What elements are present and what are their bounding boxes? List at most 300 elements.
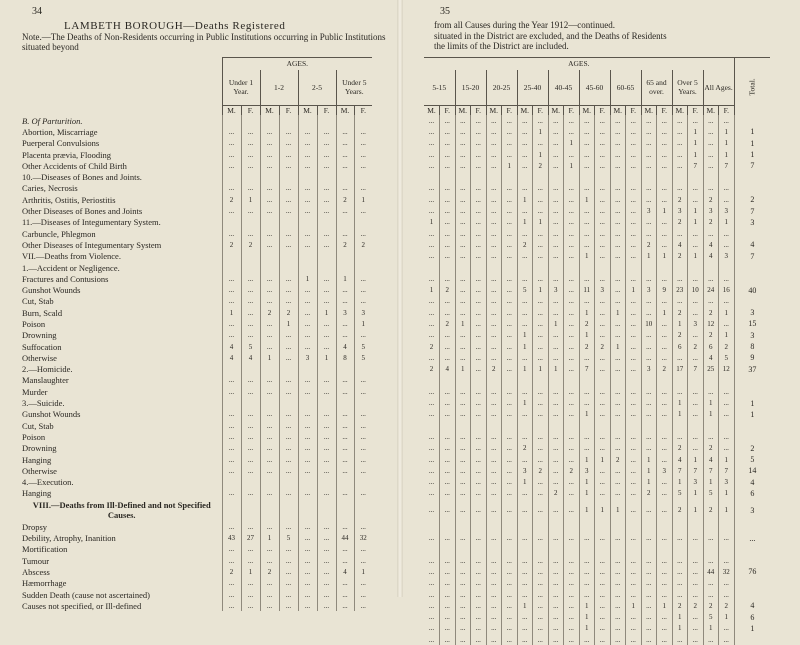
- table-cell: 7: [719, 465, 735, 476]
- table-cell: [471, 544, 487, 555]
- table-cell: ...: [657, 611, 673, 622]
- table-cell: [533, 171, 549, 182]
- row-label: Poison: [22, 431, 46, 442]
- table-cell: ...: [610, 465, 626, 476]
- table-cell: ...: [486, 488, 502, 499]
- age-column-header: 65 and over.: [641, 70, 672, 106]
- table-cell: 2: [579, 341, 595, 352]
- table-cell: [502, 171, 518, 182]
- table-cell: ...: [703, 149, 719, 160]
- table-cell: ...: [260, 600, 279, 611]
- table-cell: ...: [657, 566, 673, 577]
- total-cell: 76: [734, 566, 770, 577]
- table-cell: ...: [260, 375, 279, 386]
- table-cell: ...: [455, 330, 471, 341]
- table-cell: ...: [336, 454, 354, 465]
- table-cell: ...: [222, 589, 241, 600]
- total-cell: 7: [734, 205, 770, 216]
- table-cell: [279, 251, 298, 262]
- table-row: [424, 544, 770, 555]
- table-cell: ...: [428, 489, 435, 498]
- table-cell: ...: [595, 623, 611, 634]
- table-cell: ...: [471, 228, 487, 239]
- table-cell: ...: [471, 160, 487, 171]
- table-cell: ...: [428, 534, 435, 543]
- table-cell: ...: [533, 386, 549, 397]
- table-cell: ...: [428, 455, 435, 464]
- table-cell: ...: [440, 386, 456, 397]
- table-cell: ...: [455, 409, 471, 420]
- table-cell: ...: [428, 399, 435, 408]
- table-cell: ...: [260, 544, 279, 555]
- table-cell: ...: [440, 149, 456, 160]
- table-cell: [471, 420, 487, 431]
- table-cell: [354, 364, 372, 375]
- table-cell: ...: [455, 532, 471, 543]
- table-cell: ...: [626, 352, 642, 363]
- table-cell: ...: [317, 149, 336, 160]
- table-cell: ...: [471, 499, 487, 521]
- table-cell: ...: [440, 183, 456, 194]
- table-cell: ...: [317, 555, 336, 566]
- table-cell: 2: [672, 194, 688, 205]
- table-cell: ...: [641, 183, 657, 194]
- table-cell: ...: [610, 138, 626, 149]
- table-cell: ...: [260, 296, 279, 307]
- table-cell: ...: [626, 126, 642, 137]
- table-cell: ...: [533, 273, 549, 284]
- table-cell: ...: [455, 307, 471, 318]
- table-cell: ...: [298, 205, 317, 216]
- table-cell: [336, 171, 354, 182]
- table-row: [20, 330, 372, 341]
- table-cell: ...: [626, 397, 642, 408]
- table-cell: [455, 521, 471, 532]
- table-cell: ...: [455, 499, 471, 521]
- age-column-header: Under 5 Years.: [336, 70, 372, 106]
- table-cell: 25: [703, 364, 719, 375]
- table-row: [424, 205, 770, 216]
- table-row: [424, 454, 770, 465]
- table-cell: ...: [455, 623, 471, 634]
- total-cell: 9: [734, 352, 770, 363]
- table-cell: [222, 397, 241, 408]
- table-row: [20, 431, 372, 442]
- table-cell: 2: [703, 330, 719, 341]
- table-cell: ...: [471, 532, 487, 543]
- table-cell: [424, 171, 440, 182]
- row-label: Abscess: [22, 566, 50, 577]
- table-cell: ...: [502, 488, 518, 499]
- table-cell: ...: [657, 634, 673, 645]
- table-cell: ...: [657, 555, 673, 566]
- total-cell: 3: [734, 330, 770, 341]
- table-cell: ...: [502, 330, 518, 341]
- table-cell: [688, 544, 704, 555]
- table-cell: ...: [564, 589, 580, 600]
- table-cell: [440, 521, 456, 532]
- table-cell: ...: [564, 532, 580, 543]
- table-cell: 2: [241, 239, 260, 250]
- table-cell: 1: [719, 149, 735, 160]
- table-cell: ...: [595, 477, 611, 488]
- table-cell: ...: [336, 544, 354, 555]
- table-cell: ...: [260, 386, 279, 397]
- table-cell: 1: [657, 251, 673, 262]
- table-cell: ...: [298, 555, 317, 566]
- row-label: Other Diseases of Bones and Joints: [22, 206, 143, 217]
- table-cell: 1: [533, 126, 549, 137]
- table-cell: ...: [471, 273, 487, 284]
- table-cell: ...: [517, 318, 533, 329]
- table-cell: ...: [260, 521, 279, 532]
- table-cell: ...: [502, 341, 518, 352]
- table-row: [424, 611, 770, 622]
- table-cell: 1: [533, 217, 549, 228]
- table-cell: ...: [657, 397, 673, 408]
- table-cell: ...: [564, 307, 580, 318]
- total-cell: [734, 634, 770, 645]
- table-cell: ...: [336, 330, 354, 341]
- table-cell: [241, 477, 260, 488]
- table-cell: ...: [641, 634, 657, 645]
- table-cell: 1: [672, 397, 688, 408]
- sex-column-header: F.: [440, 106, 456, 116]
- table-cell: ...: [517, 205, 533, 216]
- table-row: [424, 566, 770, 577]
- table-cell: [595, 171, 611, 182]
- table-cell: ...: [610, 623, 626, 634]
- table-cell: ...: [317, 239, 336, 250]
- table-cell: ...: [455, 352, 471, 363]
- table-cell: ...: [241, 488, 260, 499]
- table-cell: ...: [317, 341, 336, 352]
- table-cell: ...: [595, 443, 611, 454]
- table-cell: ...: [354, 273, 372, 284]
- table-cell: 44: [336, 532, 354, 543]
- table-cell: [260, 115, 279, 126]
- table-cell: ...: [279, 228, 298, 239]
- table-cell: ...: [688, 623, 704, 634]
- table-row: [20, 499, 372, 521]
- total-cell: [734, 183, 770, 194]
- table-cell: ...: [610, 364, 626, 375]
- table-cell: ...: [610, 600, 626, 611]
- table-cell: [688, 375, 704, 386]
- table-cell: ...: [610, 183, 626, 194]
- table-cell: ...: [428, 229, 435, 238]
- table-cell: [703, 521, 719, 532]
- table-cell: ...: [471, 477, 487, 488]
- table-cell: ...: [428, 207, 435, 216]
- table-cell: ...: [719, 634, 735, 645]
- table-cell: ...: [486, 194, 502, 205]
- table-cell: ...: [440, 611, 456, 622]
- table-cell: ...: [336, 555, 354, 566]
- table-row: [424, 409, 770, 420]
- table-cell: ...: [657, 532, 673, 543]
- table-cell: ...: [471, 364, 487, 375]
- row-label: 3.—Suicide.: [22, 398, 65, 409]
- total-cell: 1: [734, 126, 770, 137]
- table-cell: ...: [336, 386, 354, 397]
- table-cell: ...: [279, 273, 298, 284]
- table-cell: ...: [455, 183, 471, 194]
- table-cell: ...: [440, 488, 456, 499]
- table-cell: ...: [298, 126, 317, 137]
- table-cell: ...: [626, 589, 642, 600]
- table-row: [20, 555, 372, 566]
- table-cell: ...: [610, 477, 626, 488]
- table-cell: 5: [703, 488, 719, 499]
- table-row: [20, 341, 372, 352]
- row-label: VII.—Deaths from Violence.: [22, 251, 121, 262]
- table-row: [424, 488, 770, 499]
- table-cell: 1: [298, 273, 317, 284]
- table-cell: ...: [579, 397, 595, 408]
- table-cell: [595, 262, 611, 273]
- total-cell: 1: [734, 138, 770, 149]
- table-cell: ...: [564, 566, 580, 577]
- table-cell: ...: [703, 386, 719, 397]
- table-cell: ...: [471, 555, 487, 566]
- table-cell: ...: [610, 160, 626, 171]
- table-cell: 3: [641, 284, 657, 295]
- table-cell: ...: [486, 228, 502, 239]
- row-label: Manslaughter: [22, 375, 69, 386]
- row-label: Drowning: [22, 443, 57, 454]
- table-cell: 1: [719, 499, 735, 521]
- table-cell: ...: [517, 454, 533, 465]
- table-cell: ...: [222, 521, 241, 532]
- table-cell: ...: [486, 183, 502, 194]
- table-cell: [354, 251, 372, 262]
- table-cell: [517, 375, 533, 386]
- table-cell: [610, 544, 626, 555]
- table-cell: ...: [533, 600, 549, 611]
- row-label: 11.—Diseases of Integumentary System.: [22, 217, 161, 228]
- table-cell: ...: [517, 386, 533, 397]
- table-cell: ...: [657, 194, 673, 205]
- table-cell: ...: [703, 115, 719, 126]
- table-cell: ...: [548, 183, 564, 194]
- table-cell: ...: [579, 352, 595, 363]
- table-cell: [241, 499, 260, 521]
- table-cell: ...: [298, 183, 317, 194]
- table-row: [424, 183, 770, 194]
- table-cell: ...: [502, 228, 518, 239]
- right-page: [400, 0, 800, 644]
- table-cell: ...: [279, 296, 298, 307]
- table-cell: ...: [440, 205, 456, 216]
- table-cell: ...: [428, 161, 435, 170]
- table-row: [20, 262, 372, 273]
- table-cell: 1: [517, 194, 533, 205]
- table-cell: ...: [471, 126, 487, 137]
- table-cell: ...: [517, 307, 533, 318]
- table-cell: ...: [548, 194, 564, 205]
- table-cell: ...: [354, 600, 372, 611]
- table-cell: ...: [298, 465, 317, 476]
- table-cell: ...: [579, 386, 595, 397]
- table-cell: 2: [336, 194, 354, 205]
- table-cell: 3: [688, 477, 704, 488]
- table-cell: [502, 544, 518, 555]
- table-cell: [279, 171, 298, 182]
- table-cell: ...: [279, 375, 298, 386]
- table-cell: ...: [688, 578, 704, 589]
- table-cell: ...: [626, 149, 642, 160]
- table-cell: ...: [298, 149, 317, 160]
- table-cell: [222, 262, 241, 273]
- table-cell: [279, 364, 298, 375]
- table-cell: [502, 262, 518, 273]
- table-cell: ...: [564, 126, 580, 137]
- table-cell: 2: [672, 600, 688, 611]
- table-cell: [336, 251, 354, 262]
- table-cell: ...: [548, 499, 564, 521]
- table-cell: [486, 171, 502, 182]
- table-cell: ...: [298, 544, 317, 555]
- table-cell: ...: [222, 544, 241, 555]
- table-cell: ...: [564, 555, 580, 566]
- table-cell: ...: [486, 239, 502, 250]
- table-row: [424, 138, 770, 149]
- table-cell: ...: [657, 217, 673, 228]
- table-cell: 1: [455, 318, 471, 329]
- table-cell: ...: [486, 284, 502, 295]
- table-cell: ...: [260, 454, 279, 465]
- table-cell: 2: [517, 443, 533, 454]
- table-cell: ...: [564, 273, 580, 284]
- table-cell: ...: [317, 521, 336, 532]
- table-cell: ...: [455, 443, 471, 454]
- table-cell: ...: [241, 330, 260, 341]
- table-cell: ...: [298, 566, 317, 577]
- table-cell: [564, 521, 580, 532]
- table-cell: ...: [548, 205, 564, 216]
- table-cell: ...: [354, 375, 372, 386]
- table-cell: ...: [703, 183, 719, 194]
- table-cell: ...: [222, 296, 241, 307]
- table-cell: ...: [502, 217, 518, 228]
- table-cell: 7: [719, 160, 735, 171]
- row-label: Dropsy: [22, 521, 48, 532]
- table-cell: ...: [241, 183, 260, 194]
- table-cell: ...: [317, 443, 336, 454]
- row-label: Fractures and Contusions: [22, 273, 109, 284]
- total-cell: [734, 521, 770, 532]
- total-cell: 2: [734, 194, 770, 205]
- table-cell: [533, 420, 549, 431]
- table-cell: ...: [298, 488, 317, 499]
- table-cell: ...: [298, 239, 317, 250]
- table-cell: ...: [317, 465, 336, 476]
- table-cell: ...: [641, 555, 657, 566]
- table-cell: ...: [626, 115, 642, 126]
- table-cell: ...: [440, 296, 456, 307]
- table-cell: ...: [641, 115, 657, 126]
- table-cell: ...: [502, 397, 518, 408]
- table-cell: ...: [502, 273, 518, 284]
- table-cell: ...: [548, 115, 564, 126]
- table-cell: 2: [672, 499, 688, 521]
- table-cell: ...: [336, 318, 354, 329]
- table-cell: ...: [502, 149, 518, 160]
- table-cell: ...: [354, 160, 372, 171]
- total-cell: 6: [734, 488, 770, 499]
- table-cell: 1: [641, 251, 657, 262]
- table-cell: ...: [298, 600, 317, 611]
- table-cell: ...: [279, 341, 298, 352]
- table-cell: ...: [317, 589, 336, 600]
- table-cell: [719, 420, 735, 431]
- table-cell: ...: [517, 488, 533, 499]
- table-cell: ...: [626, 386, 642, 397]
- table-row: [424, 578, 770, 589]
- table-cell: ...: [595, 307, 611, 318]
- table-cell: ...: [428, 444, 435, 453]
- table-cell: ...: [486, 477, 502, 488]
- age-column-header: All Ages.: [703, 70, 734, 106]
- table-cell: [719, 171, 735, 182]
- table-cell: ...: [626, 239, 642, 250]
- table-cell: 1: [548, 318, 564, 329]
- table-cell: ...: [455, 228, 471, 239]
- table-cell: ...: [672, 386, 688, 397]
- table-cell: ...: [564, 364, 580, 375]
- table-cell: ...: [595, 555, 611, 566]
- table-cell: ...: [486, 386, 502, 397]
- table-cell: [317, 217, 336, 228]
- table-cell: 1: [517, 217, 533, 228]
- table-cell: ...: [279, 352, 298, 363]
- table-cell: ...: [279, 126, 298, 137]
- table-cell: 2: [703, 217, 719, 228]
- table-cell: ...: [548, 454, 564, 465]
- total-cell: 3: [734, 499, 770, 521]
- table-cell: ...: [548, 149, 564, 160]
- table-cell: ...: [486, 532, 502, 543]
- table-cell: ...: [260, 194, 279, 205]
- table-cell: [626, 544, 642, 555]
- table-cell: ...: [222, 578, 241, 589]
- table-cell: ...: [486, 115, 502, 126]
- table-cell: ...: [610, 566, 626, 577]
- table-cell: ...: [564, 228, 580, 239]
- table-cell: 1: [719, 488, 735, 499]
- table-cell: ...: [502, 409, 518, 420]
- table-cell: ...: [517, 578, 533, 589]
- table-cell: ...: [564, 623, 580, 634]
- table-cell: 2: [641, 239, 657, 250]
- table-cell: 2: [564, 465, 580, 476]
- table-cell: [595, 521, 611, 532]
- table-cell: ...: [672, 555, 688, 566]
- table-row: [424, 431, 770, 442]
- table-row: [424, 149, 770, 160]
- row-label: Caries, Necrosis: [22, 183, 78, 194]
- table-cell: ...: [719, 115, 735, 126]
- table-cell: [354, 499, 372, 521]
- table-cell: 2: [703, 194, 719, 205]
- table-cell: ...: [486, 397, 502, 408]
- table-cell: ...: [719, 578, 735, 589]
- table-cell: ...: [564, 251, 580, 262]
- table-cell: [564, 262, 580, 273]
- table-cell: 1: [336, 273, 354, 284]
- table-cell: ...: [657, 454, 673, 465]
